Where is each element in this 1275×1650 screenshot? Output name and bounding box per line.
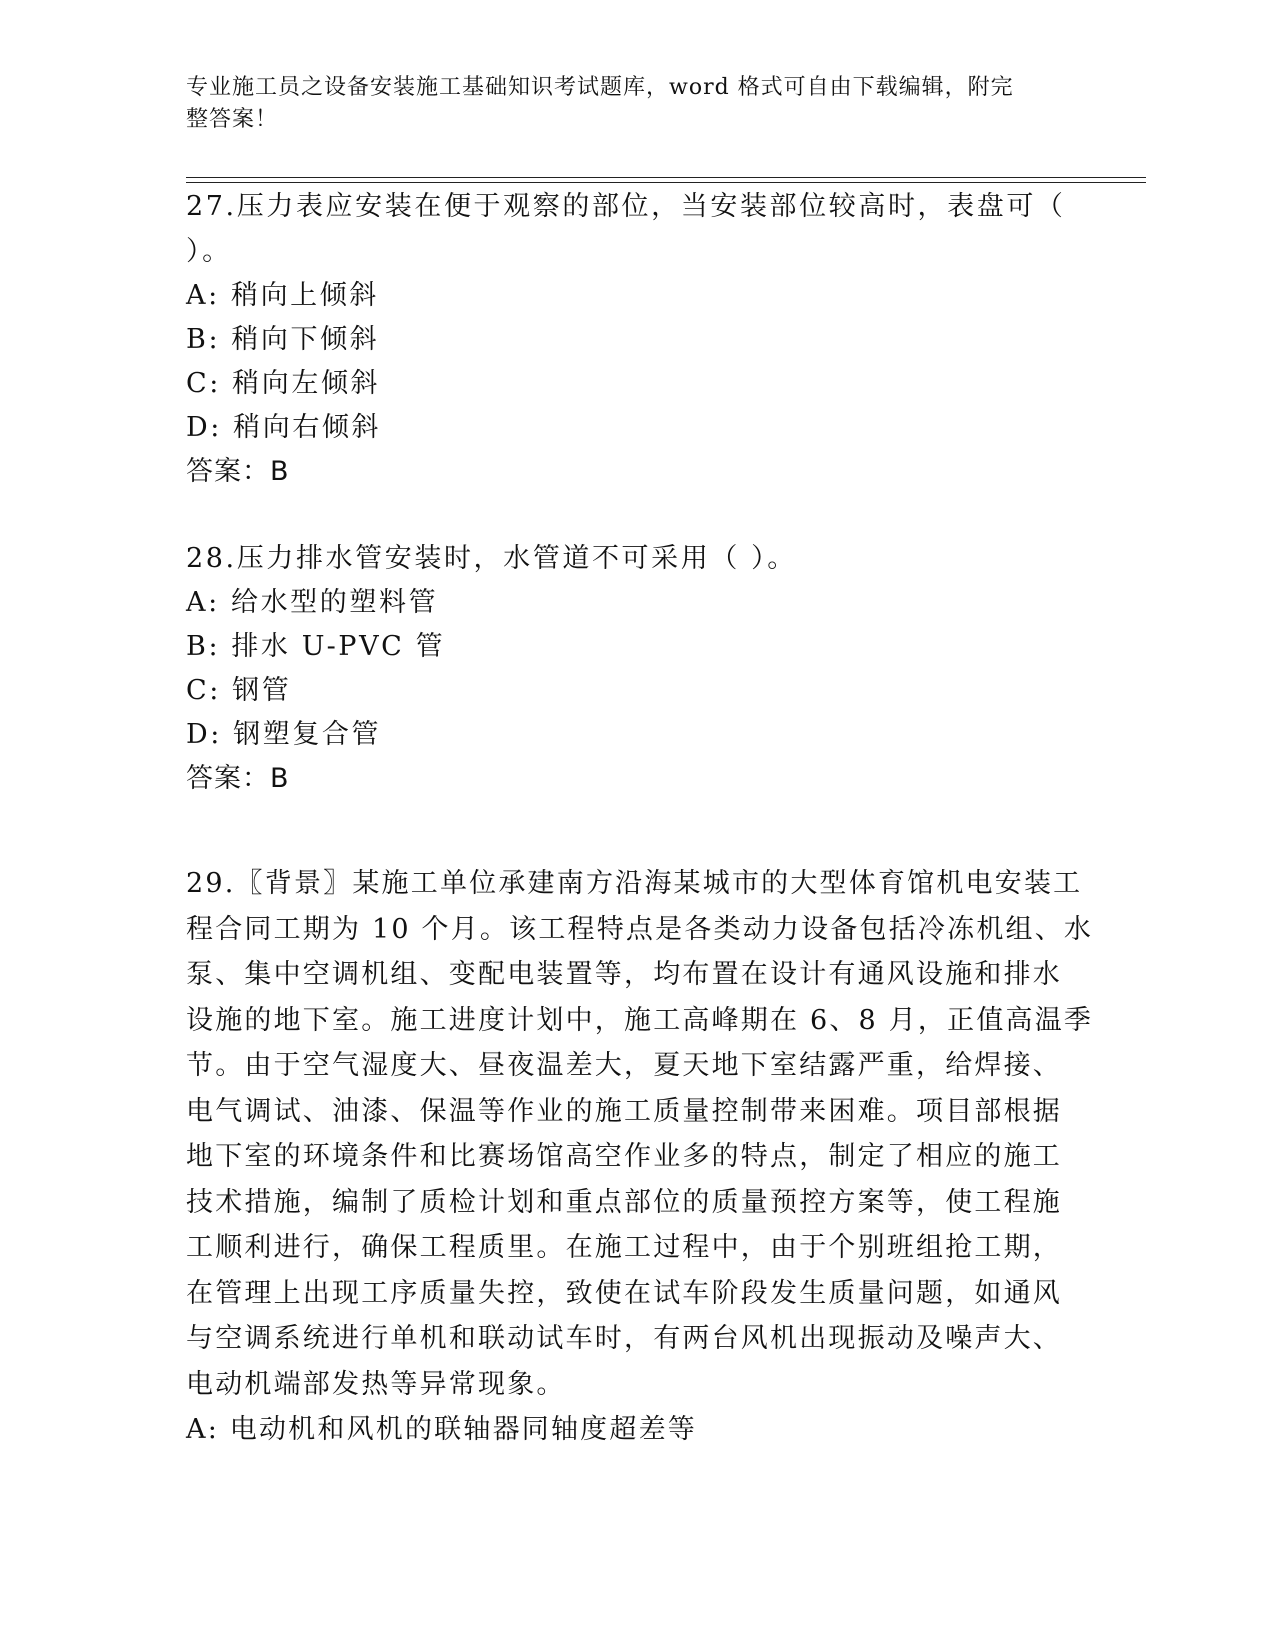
q29-stem-line: 在管理上出现工序质量失控，致使在试车阶段发生质量问题，如通风	[186, 1277, 1062, 1309]
document-header	[186, 72, 1066, 136]
q29-stem-line: 程合同工期为 10 个月。该工程特点是各类动力设备包括冷冻机组、水	[186, 913, 1094, 945]
q29-stem-line: 泵、集中空调机组、变配电装置等，均布置在设计有通风设施和排水	[186, 959, 1062, 990]
q29-stem-line: 与空调系统进行单机和联动试车时，有两台风机出现振动及噪声大、	[186, 1323, 1062, 1354]
q29-stem-line: 电气调试、油漆、保温等作业的施工质量控制带来困难。项目部根据	[186, 1095, 1062, 1127]
q27-stem-line-1: 27.压力表应安装在便于观察的部位，当安装部位较高时，表盘可（	[186, 191, 1066, 222]
q27-option-d: D: 稍向右倾斜	[186, 412, 382, 443]
q28-option-c: C: 钢管	[186, 675, 292, 706]
q27-option-b: B: 稍向下倾斜	[186, 324, 380, 355]
q28-stem: 28.压力排水管安装时，水管道不可采用（ ）。	[186, 543, 797, 574]
header-divider-top	[186, 177, 1146, 178]
q27-option-a: A: 稍向上倾斜	[186, 280, 379, 311]
q29-stem-line: 工顺利进行，确保工程质里。在施工过程中，由于个别班组抢工期，	[186, 1232, 1062, 1263]
q27-option-c: C: 稍向左倾斜	[186, 368, 381, 399]
q28-answer: 答案：B	[186, 763, 290, 794]
header-line-1: 专业施工员之设备安装施工基础知识考试题库，word 格式可自由下载编辑，附完	[186, 75, 1014, 100]
q29-stem-line: 节。由于空气湿度大、昼夜温差大，夏天地下室结露严重，给焊接、	[186, 1050, 1062, 1081]
q27-answer: 答案：B	[186, 456, 290, 487]
header-divider-bottom	[186, 182, 1146, 183]
q29-stem-line: 29.〖背景〗某施工单位承建南方沿海某城市的大型体育馆机电安装工	[186, 868, 1083, 899]
q27-stem-line-2: ）。	[186, 236, 232, 267]
q29-stem-line: 地下室的环境条件和比赛场馆高空作业多的特点，制定了相应的施工	[186, 1141, 1062, 1172]
q28-option-b: B: 排水 U-PVC 管	[186, 631, 446, 662]
header-line-2: 整答案！	[186, 107, 279, 132]
q29-stem-line: 电动机端部发热等异常现象。	[186, 1368, 566, 1400]
q28-option-a: A: 给水型的塑料管	[186, 587, 439, 618]
q28-option-d: D: 钢塑复合管	[186, 719, 382, 750]
q29-stem-line: 技术措施，编制了质检计划和重点部位的质量预控方案等，使工程施	[186, 1186, 1062, 1218]
q29-option-a: A: 电动机和风机的联轴器同轴度超差等	[186, 1414, 697, 1445]
q29-stem-line: 设施的地下室。施工进度计划中，施工高峰期在 6、8 月，正值高温季	[186, 1004, 1094, 1036]
q29-stem	[186, 866, 1094, 1458]
